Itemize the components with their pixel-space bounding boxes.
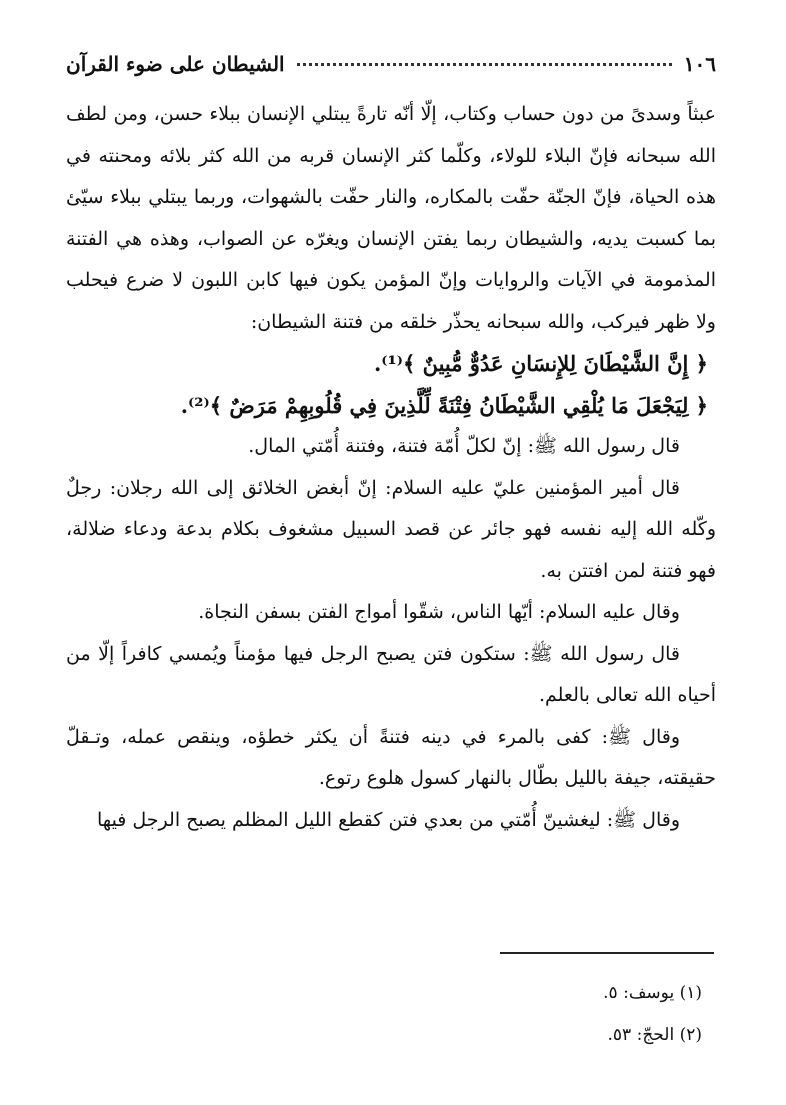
hadith-1: قال رسول الله ﷺ: إنّ لكلّ أُمّة فتنة، وفتنة أُمّتي المال.: [248, 435, 680, 457]
quran-verse-2: ﴿ لِيَجْعَلَ مَا يُلْقِي الشَّيْطَانُ فِتْنَةً لِّلَّذِينَ فِي قُلُوبِهِمْ مَرَضٌ ﴾⁽²⁾.: [180, 392, 708, 418]
footnotes: [66, 972, 716, 1056]
footnote-1: (١) يوسف: ٥.: [603, 983, 702, 1003]
hadith-5: وقال ﷺ: كفى بالمرء في دينه فتنةً أن يكثر خطؤه، وينقص عمله، وتـقلّ حقيقته، جيفة بالليل بطّال بالنهار كسول هلوع رتوع.: [66, 725, 716, 789]
footnote-separator: [500, 952, 714, 954]
page-number: ١٠٦: [683, 52, 716, 76]
page-body: [66, 94, 716, 841]
hadith-3: وقال عليه السلام: أيّها الناس، شقّوا أمواج الفتن بسفن النجاة.: [198, 601, 680, 623]
hadith-6: وقال ﷺ: ليغشينّ أُمّتي من بعدي فتن كقطع الليل المظلم يصبح الرجل فيها: [97, 808, 680, 831]
quran-verse-1: ﴿ إِنَّ الشَّيْطَانَ لِلإِنسَانِ عَدُوٌّ مُّبِينٌ ﴾⁽¹⁾.: [373, 351, 708, 376]
footnote-2: (٢) الحجّ: ٥٣.: [607, 1025, 702, 1045]
hadith-4: قال رسول الله ﷺ: ستكون فتن يصبح الرجل فيها مؤمناً ويُمسي كافراً إلّا من أحياه الله تعالى بالعلم.: [66, 642, 716, 706]
page-header: [66, 44, 716, 84]
running-title: الشيطان على ضوء القرآن: [66, 52, 285, 76]
paragraph-1: عبثاً وسدىً من دون حساب وكتاب، إلّا أنّه تارةً يبتلي الإنسان ببلاء حسن، ومن لطف الله سبحانه فإنّ البلاء للولاء، وكلّما كثر الإنسان قربه من الله كثر بلائه ومحنته في هذه الحياة، فإنّ الجنّة حفّت بالمكاره، والنار حفّت بالشهوات، وربما يبتلي ببلاء سيّئ بما كسبت يديه، والشيطان ربما يفتن الإنسان ويغرّه عن الصواب، وهذه هي الفتنة المذمومة في الآيات والروايات وإنّ المؤمن يكون فيها كابن اللبون لا ضرع فيحلب ولا ظهر فيركب، والله سبحانه يحذّر خلقه من فتنة الشيطان:: [66, 103, 716, 333]
hadith-2: قال أمير المؤمنين عليّ عليه السلام: إنّ أبغض الخلائق إلى الله رجلان: رجلٌ وكّله الله إليه نفسه فهو جائر عن قصد السبيل مشغوف بكلام بدعة ودعاء ضلالة، فهو فتنة لمن افتتن به.: [66, 476, 716, 582]
header-dot-leader: [297, 63, 672, 66]
